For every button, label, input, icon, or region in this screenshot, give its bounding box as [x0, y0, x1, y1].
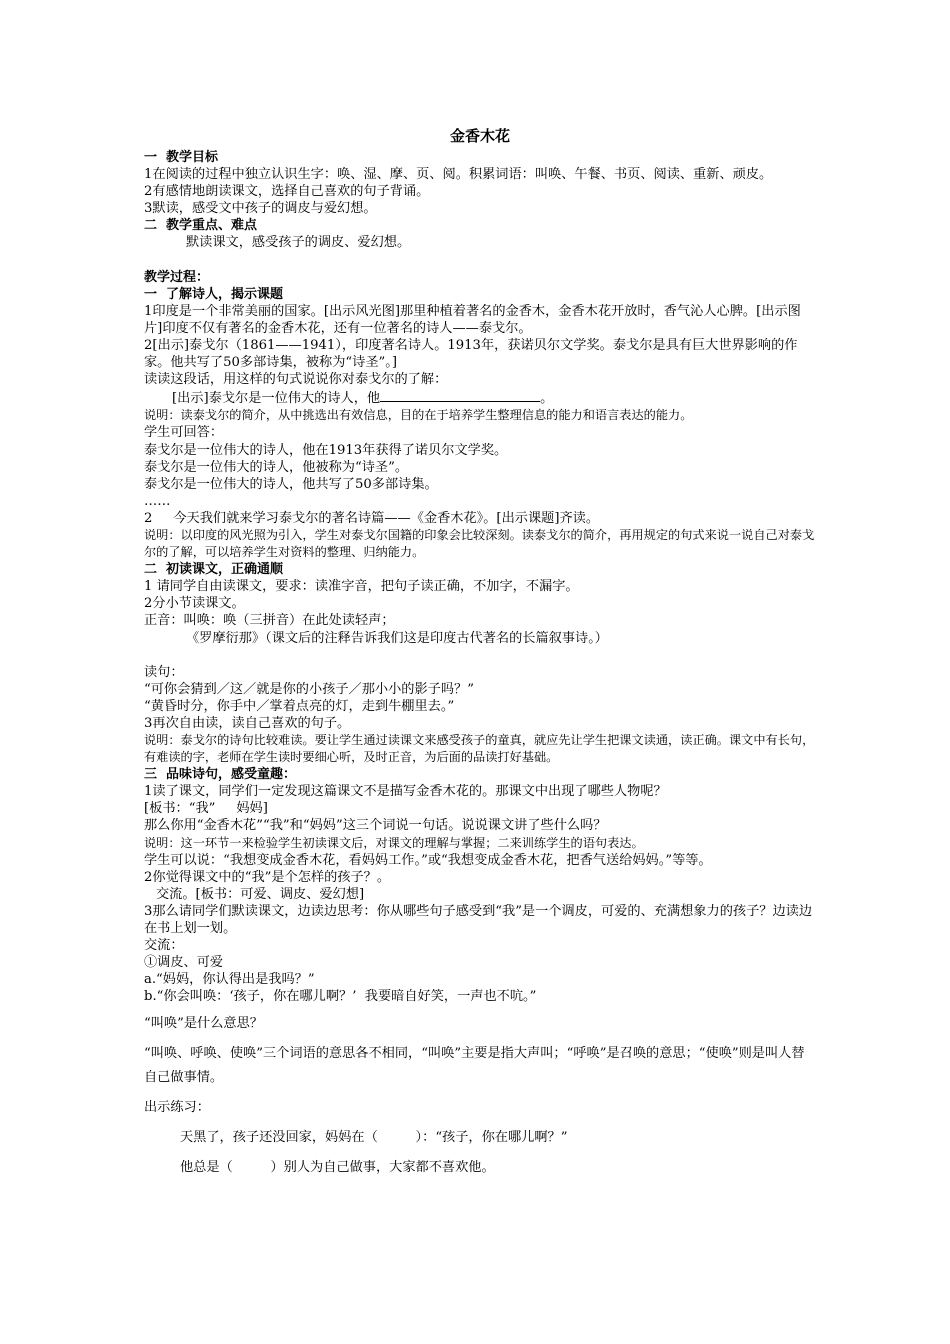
exercise-item: 天黑了，孩子还没回家，妈妈在（ ）：“孩子，你在哪儿啊？” [180, 1129, 568, 1145]
section-heading: 一 教学目标 [144, 150, 219, 165]
exercise-item: 他总是（ ）别人为自己做事，大家都不喜欢他。 [180, 1159, 495, 1175]
paragraph: 读句： [144, 664, 184, 680]
paragraph: 泰戈尔是一位伟大的诗人，他在1913年获得了诺贝尔文学奖。 [144, 442, 508, 458]
paragraph: “叫唤”是什么意思？ [144, 1015, 263, 1031]
paragraph: 交流。[板书：可爱、调皮、爱幻想] [156, 886, 365, 902]
paragraph: 读读这段话，用这样的句式说说你对泰戈尔的了解： [144, 372, 448, 388]
teaching-note: 说明：以印度的风光照为引入，学生对泰戈尔国籍的印象会比较深刻。读泰戈尔的简介，再用规定的句式来说一说自己对泰戈尔的了解，可以培养学生对资料的整理、归纳能力。 [144, 527, 815, 560]
paragraph: 那么你用“金香木花”“我”和“妈妈”这三个词说一句话。说说课文讲了些什么吗？ [144, 818, 607, 834]
section-heading: 二 初读课文，正确通顺 [144, 562, 284, 578]
paragraph: 泰戈尔是一位伟大的诗人，他共写了50多部诗集。 [144, 476, 438, 492]
paragraph: 2有感情地朗读课文，选择自己喜欢的句子背诵。 [144, 184, 430, 200]
section-heading: 一 了解诗人，揭示课题 [144, 286, 284, 302]
teaching-note: 说明：泰戈尔的诗句比较难读。要让学生通过读课文来感受孩子的童真，就应先让学生把课文读通，读正确。课文中有长句，有难读的字，老师在学生读时要细心听，及时正音，为后面的品读打好基础。 [144, 733, 815, 765]
paragraph: ①调皮、可爱 [144, 955, 224, 971]
paragraph: …… [144, 493, 171, 509]
spacer [144, 647, 816, 664]
paragraph: 3默读，感受文中孩子的调皮与爱幻想。 [144, 201, 377, 217]
section-heading: 教学过程： [144, 269, 210, 285]
paragraph: 交流： [144, 938, 184, 954]
document-title: 金香木花 [449, 127, 510, 145]
paragraph: 1 请同学自由读课文，要求：读准字音，把句子读正确，不加字，不漏字。 [144, 579, 579, 595]
teaching-note: 说明：这一环节一来检验学生初读课文后，对课文的理解与掌握；二来训练学生的语句表达。 [144, 835, 644, 850]
paragraph: 1在阅读的过程中独立认识生字：唤、湿、摩、页、阅。积累词语：叫唤、午餐、书页、阅读、重新、顽皮。 [144, 167, 773, 183]
paragraph: 正音：叫唤：唤（三拼音）在此处读轻声； [144, 613, 395, 629]
paragraph: 学生可回答： [144, 425, 224, 441]
paragraph: 泰戈尔是一位伟大的诗人，他被称为“诗圣”。 [144, 459, 409, 475]
paragraph: 出示练习： [144, 1099, 210, 1115]
paragraph: 3再次自由读，读自己喜欢的句子。 [144, 715, 351, 731]
pattern-end: 。 [540, 391, 554, 407]
paragraph: 2 今天我们就来学习泰戈尔的著名诗篇——《金香木花》。[出示课题]齐读。 [144, 510, 600, 526]
paragraph: a.“妈妈，你认得出是我吗？” [144, 972, 315, 988]
paragraph: 2[出示]泰戈尔（1861——1941），印度著名诗人。1913年，获诺贝尔文学奖。泰戈尔是具有巨大世界影响的作家。他共写了50多部诗集，被称为“诗圣”。] [144, 337, 798, 371]
paragraph: 2你觉得课文中的“我”是个怎样的孩子？。 [144, 869, 391, 885]
fill-in-blank-line [380, 388, 540, 402]
paragraph: 3那么请同学们默读课文，边读边思考：你从哪些句子感受到“我”是一个调皮，可爱的、充满想象力的孩子？边读边在书上划一划。 [144, 903, 813, 937]
teaching-note: 说明：读泰戈尔的简介，从中挑选出有效信息，目的在于培养学生整理信息的能力和语言表达的能力。 [144, 408, 693, 423]
paragraph: 1读了课文，同学们一定发现这篇课文不是描写金香木花的。那课文中出现了哪些人物呢？ [144, 784, 667, 800]
paragraph: 默读课文，感受孩子的调皮、爱幻想。 [186, 235, 411, 251]
sentence-pattern [144, 388, 816, 407]
paragraph: b.“你会叫唤：‘孩子，你在哪儿啊？’ 我要暗自好笑，一声也不吭。” [144, 989, 537, 1005]
pattern-text: [出示]泰戈尔是一位伟大的诗人，他 [172, 391, 381, 407]
paragraph: “黄昏时分，你手中／掌着点亮的灯，走到牛棚里去。” [144, 698, 455, 714]
paragraph: 《罗摩衍那》（课文后的注释告诉我们这是印度古代著名的长篇叙事诗。） [186, 630, 608, 646]
paragraph: 2分小节读课文。 [144, 596, 245, 612]
section-heading: 二 教学重点、难点 [144, 218, 258, 234]
paragraph: “叫唤、呼唤、使唤”三个词语的意思各不相同，“叫唤”主要是指大声叫；“呼唤”是召唤的意思；“使唤”则是叫人替自己做事情。 [144, 1045, 805, 1085]
paragraph: 1印度是一个非常美丽的国家。[出示风光图]那里种植着著名的金香木，金香木花开放时，香气沁人心脾。[出示图片]印度不仅有著名的金香木花，还有一位著名的诗人——泰戈尔。 [144, 303, 801, 336]
paragraph: “可你会猜到／这／就是你的小孩子／那小小的影子吗？” [144, 681, 474, 697]
section-heading: 三 品味诗句，感受童趣： [144, 767, 297, 783]
board-writing: [板书：“我” 妈妈] [144, 801, 268, 817]
paragraph: 学生可以说：“我想变成金香木花，看妈妈工作。”或“我想变成金香木花，把香气送给妈妈。”等等。 [144, 852, 712, 868]
document-page [144, 125, 816, 1180]
spacer [144, 252, 816, 269]
